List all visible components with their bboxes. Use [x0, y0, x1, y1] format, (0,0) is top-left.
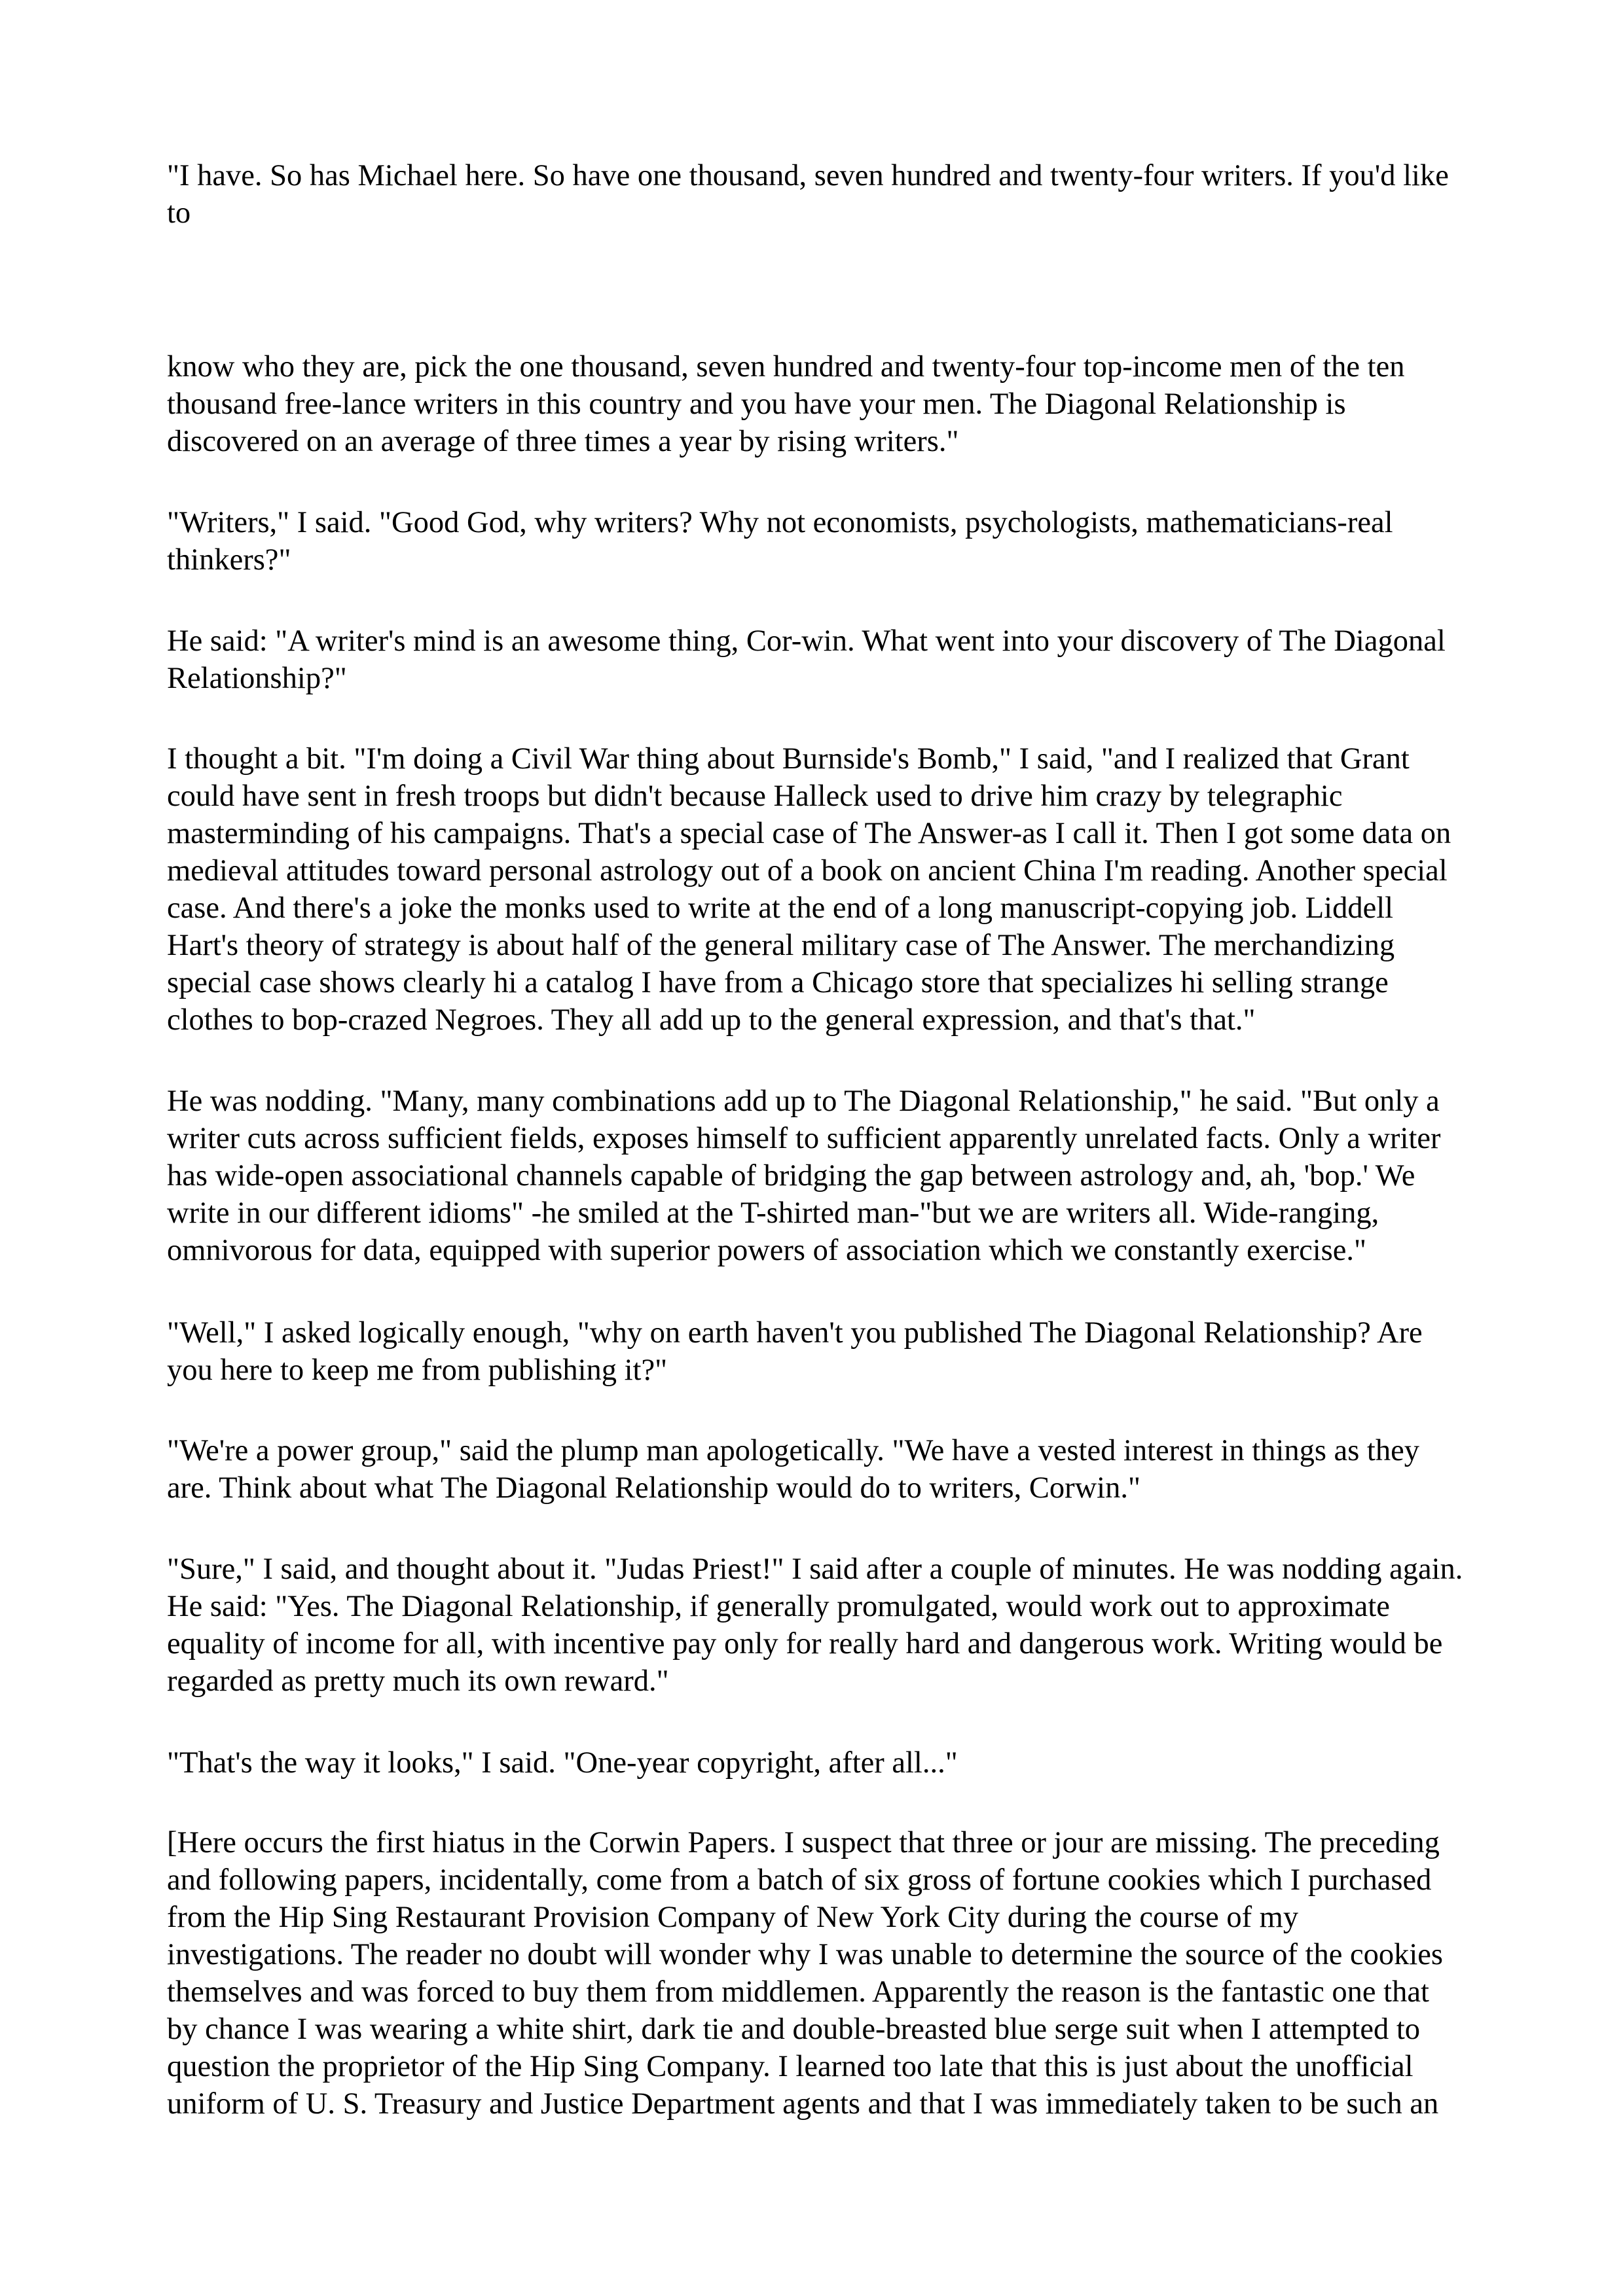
paragraph-4: He said: "A writer's mind is an awesome thing, Cor-win. What went into your discovery of The Diagonal Relationship?" [167, 624, 1446, 695]
paragraph-7: "Well," I asked logically enough, "why on earth haven't you published The Diagonal Relationship? Are you here to keep me from publishing it?" [167, 1316, 1423, 1387]
paragraph-10: "That's the way it looks," I said. "One-year copyright, after all..." [167, 1746, 958, 1780]
paragraph-5: I thought a bit. "I'm doing a Civil War thing about Burnside's Bomb," I said, "and I realized that Grant could have sent in fresh troops but didn't because Halleck used to drive him crazy by telegraphic masterminding of his campaigns. That's a special case of The Answer-as I call it. Then I got some data on medieval attitudes toward personal astrology out of a book on ancient China I'm reading. Another special case. And there's a joke the monks used to write at the end of a long manuscript-copying job. Liddell Hart's theory of strategy is about half of the general military case of The Answer. The merchandizing special case shows clearly hi a catalog I have from a Chicago store that specializes hi selling strange clothes to bop-crazed Negroes. They all add up to the general expression, and that's that." [167, 742, 1451, 1037]
paragraph-2: know who they are, pick the one thousand, seven hundred and twenty-four top-income men of the ten thousand free-lance writers in this country and you have your men. The Diagonal Relationship is discovered on an average of three times a year by rising writers." [167, 350, 1405, 458]
paragraph-8: "We're a power group," said the plump man apologetically. "We have a vested interest in things as they are. Think about what The Diagonal Relationship would do to writers, Corwin." [167, 1434, 1419, 1505]
paragraph-1: "I have. So has Michael here. So have one thousand, seven hundred and twenty-four writers. If you'd like to [167, 159, 1449, 230]
paragraph-9: "Sure," I said, and thought about it. "Judas Priest!" I said after a couple of minutes. He was nodding again. He said: "Yes. The Diagonal Relationship, if generally promulgated, would work out to approximate equality of income for all, with incentive pay only for really hard and dangerous work. Writing would be regarded as pretty much its own reward." [167, 1552, 1463, 1698]
paragraph-6: He was nodding. "Many, many combinations add up to The Diagonal Relationship," he said. "But only a writer cuts across sufficient fields, exposes himself to sufficient apparently unrelated facts. Only a writer has wide-open associational channels capable of bridging the gap between astrology and, ah, 'bop.' We write in our different idioms" -he smiled at the T-shirted man-"but we are writers all. Wide-ranging, omnivorous for data, equipped with superior powers of association which we constantly exercise." [167, 1085, 1441, 1267]
paragraph-3: "Writers," I said. "Good God, why writers? Why not economists, psychologists, mathematicians-real thinkers?" [167, 506, 1393, 577]
paragraph-11: [Here occurs the first hiatus in the Corwin Papers. I suspect that three or jour are missing. The preceding and following papers, incidentally, come from a batch of six gross of fortune cookies which I purchased from the Hip Sing Restaurant Provision Company of New York City during the course of my investigations. The reader no doubt will wonder why I was unable to determine the source of the cookies themselves and was forced to buy them from middlemen. Apparently the reason is the fantastic one that by chance I was wearing a white shirt, dark tie and double-breasted blue serge suit when I attempted to question the proprietor of the Hip Sing Company. I learned too late that this is just about the unofficial uniform of U. S. Treasury and Justice Department agents and that I was immediately taken to be such an [167, 1826, 1444, 2121]
